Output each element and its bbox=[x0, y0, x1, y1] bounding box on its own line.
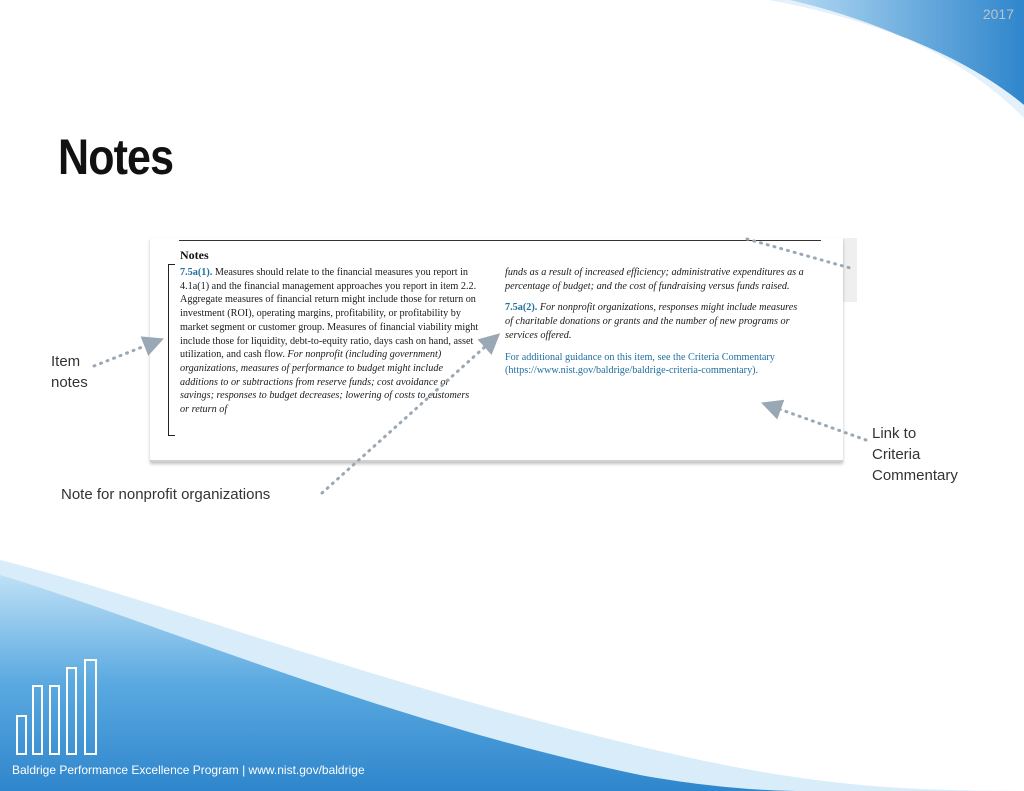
item-notes-bracket bbox=[168, 264, 175, 436]
criteria-commentary-link[interactable]: For additional guidance on this item, see the Criteria Commentary (https://www.nist.gov/baldrige/baldrige-criteria-commentary). bbox=[505, 351, 775, 377]
note-ref-7-5a2: 7.5a(2). bbox=[505, 302, 538, 314]
criteria-excerpt bbox=[150, 238, 843, 462]
excerpt-left-column bbox=[180, 266, 480, 417]
excerpt-heading: Notes bbox=[180, 248, 209, 262]
footer-text: Baldrige Performance Excellence Program | www.nist.gov/baldrige bbox=[12, 763, 365, 777]
excerpt-right-column bbox=[505, 266, 805, 378]
note-7-5a1-text: Measures should relate to the financial measures you report in 4.1a(1) and the financial management approaches you report in item 2.2. Aggregate measures of financial return might include those for return on investment (ROI), operating margins, profitability, or profitability by market segment or customer group. Measures of financial viability might include those for liquidity, debt-to-equity ratio, days cash on hand, asset utilization, and cash flow. bbox=[180, 267, 479, 361]
excerpt-edge bbox=[843, 238, 857, 302]
slide-title: Notes bbox=[58, 129, 174, 185]
year-label: 2017 bbox=[982, 6, 1014, 22]
criteria-link-callout: Link to Criteria Commentary bbox=[872, 425, 958, 484]
item-notes-callout: Item notes bbox=[51, 353, 88, 391]
nonprofit-note-text: For nonprofit (including government) organizations, measures of performance to budget might include additions to or subtractions from reserve funds; cost avoidance or savings; responses to budget decreases; lowering of costs to customers or return of bbox=[180, 349, 470, 416]
note-7-5a2-text: For nonprofit organizations, responses might include measures of charitable donations or grants and the number of new programs or services offered. bbox=[505, 302, 798, 341]
nonprofit-callout: Note for nonprofit organizations bbox=[61, 486, 271, 503]
nonprofit-continuation: funds as a result of increased efficiency; administrative expenditures as a percentage of budget; and the cost of fundraising versus funds raised. bbox=[505, 267, 804, 292]
excerpt-top-rule bbox=[179, 240, 821, 241]
note-ref-7-5a1: 7.5a(1). bbox=[180, 267, 213, 278]
